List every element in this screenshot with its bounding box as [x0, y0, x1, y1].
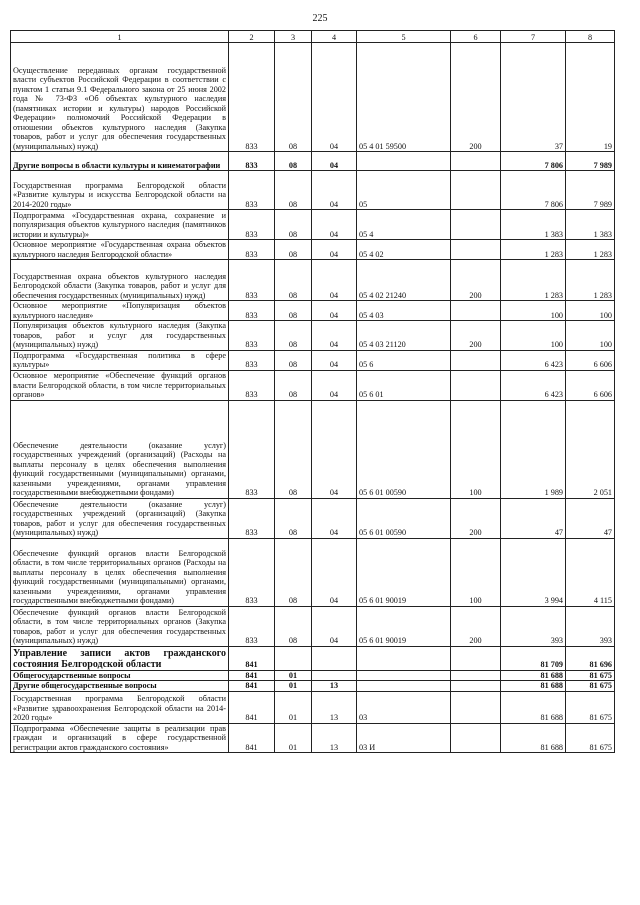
row-sum-2: 19 [566, 43, 615, 152]
table-row [11, 152, 615, 171]
row-name: Основное мероприятие «Государственная охрана объектов культурного наследия Белгородской области» [11, 240, 229, 260]
row-vedom: 841 [229, 681, 275, 692]
row-name: Государственная программа Белгородской области «Развитие культуры и искусства Белгородской области на 2014-2020 годы» [11, 171, 229, 210]
row-podrazdel: 04 [312, 400, 357, 498]
row-sum-1: 7 806 [501, 152, 566, 171]
row-name: Основное мероприятие «Популяризация объектов культурного наследия» [11, 301, 229, 321]
row-name: Управление записи актов гражданского состояния Белгородской области [11, 646, 229, 670]
row-podrazdel: 04 [312, 240, 357, 260]
row-sum-2: 1 283 [566, 240, 615, 260]
row-razdel: 08 [275, 606, 312, 646]
row-sum-1: 81 688 [501, 681, 566, 692]
table-row [11, 350, 615, 370]
table-row [11, 301, 615, 321]
row-vedom: 833 [229, 210, 275, 240]
row-vr [451, 152, 501, 171]
row-name: Подпрограмма «Обеспечение защиты в реализации прав граждан и организаций в сфере государственной регистрации актов гражданского состояния» [11, 723, 229, 753]
col-header-sum1: 7 [501, 31, 566, 43]
row-vr [451, 350, 501, 370]
table-row [11, 171, 615, 210]
row-vedom: 833 [229, 400, 275, 498]
row-podrazdel [312, 646, 357, 670]
row-vr: 200 [451, 606, 501, 646]
row-csr: 05 6 [357, 350, 451, 370]
row-podrazdel: 13 [312, 681, 357, 692]
row-csr: 05 6 01 90019 [357, 606, 451, 646]
row-sum-2: 100 [566, 301, 615, 321]
row-podrazdel: 04 [312, 43, 357, 152]
row-vr: 100 [451, 400, 501, 498]
row-vr [451, 210, 501, 240]
row-vedom: 833 [229, 370, 275, 400]
row-sum-2: 7 989 [566, 152, 615, 171]
row-razdel: 08 [275, 171, 312, 210]
row-sum-1: 100 [501, 321, 566, 351]
row-vr [451, 646, 501, 670]
row-podrazdel: 04 [312, 370, 357, 400]
row-vedom: 833 [229, 301, 275, 321]
row-csr: 05 6 01 [357, 370, 451, 400]
table-row [11, 240, 615, 260]
col-header-vr: 6 [451, 31, 501, 43]
row-vr: 200 [451, 498, 501, 538]
row-podrazdel [312, 670, 357, 681]
table-row [11, 210, 615, 240]
row-vedom: 841 [229, 670, 275, 681]
col-header-sum2: 8 [566, 31, 615, 43]
row-sum-2: 47 [566, 498, 615, 538]
row-csr: 05 4 02 [357, 240, 451, 260]
row-razdel: 08 [275, 370, 312, 400]
row-name: Подпрограмма «Государственная политика в сфере культуры» [11, 350, 229, 370]
row-razdel: 08 [275, 498, 312, 538]
row-name: Государственная программа Белгородской области «Развитие здравоохранения Белгородской области на 2014-2020 годы» [11, 691, 229, 723]
table-row [11, 370, 615, 400]
table-row [11, 538, 615, 606]
row-name: Общегосударственные вопросы [11, 670, 229, 681]
row-podrazdel: 04 [312, 606, 357, 646]
row-sum-1: 393 [501, 606, 566, 646]
row-name: Популяризация объектов культурного наследия (Закупка товаров, работ и услуг для государственных (муниципальных) нужд) [11, 321, 229, 351]
row-sum-2: 6 606 [566, 350, 615, 370]
row-sum-1: 1 383 [501, 210, 566, 240]
row-podrazdel: 04 [312, 152, 357, 171]
row-vedom: 833 [229, 321, 275, 351]
row-vedom: 841 [229, 691, 275, 723]
row-razdel: 08 [275, 43, 312, 152]
row-vr [451, 171, 501, 210]
row-sum-1: 3 994 [501, 538, 566, 606]
header-row [11, 31, 615, 43]
row-podrazdel: 04 [312, 171, 357, 210]
table-row [11, 691, 615, 723]
row-sum-1: 6 423 [501, 350, 566, 370]
row-sum-2: 393 [566, 606, 615, 646]
row-podrazdel: 13 [312, 691, 357, 723]
table-row [11, 260, 615, 301]
row-sum-2: 81 675 [566, 723, 615, 753]
page-number: 225 [312, 13, 328, 24]
row-razdel: 01 [275, 681, 312, 692]
row-sum-2: 4 115 [566, 538, 615, 606]
table-row [11, 670, 615, 681]
row-sum-1: 100 [501, 301, 566, 321]
row-sum-1: 81 688 [501, 723, 566, 753]
row-sum-1: 81 688 [501, 670, 566, 681]
row-razdel: 01 [275, 691, 312, 723]
row-sum-2: 81 675 [566, 681, 615, 692]
row-sum-2: 6 606 [566, 370, 615, 400]
row-razdel: 08 [275, 350, 312, 370]
table-row [11, 681, 615, 692]
table-row [11, 43, 615, 152]
table-row [11, 498, 615, 538]
row-vr [451, 723, 501, 753]
row-razdel: 01 [275, 670, 312, 681]
row-podrazdel: 04 [312, 301, 357, 321]
row-razdel: 08 [275, 400, 312, 498]
row-razdel: 08 [275, 152, 312, 171]
row-csr [357, 670, 451, 681]
row-csr: 05 6 01 00590 [357, 498, 451, 538]
row-vr: 100 [451, 538, 501, 606]
row-razdel: 08 [275, 210, 312, 240]
row-csr: 05 [357, 171, 451, 210]
row-vedom: 841 [229, 646, 275, 670]
row-vr: 200 [451, 43, 501, 152]
row-podrazdel: 04 [312, 321, 357, 351]
row-vedom: 833 [229, 260, 275, 301]
row-vedom: 833 [229, 538, 275, 606]
row-sum-1: 47 [501, 498, 566, 538]
row-podrazdel: 04 [312, 260, 357, 301]
row-name: Государственная охрана объектов культурного наследия Белгородской области (Закупка товаров, работ и услуг для обеспечения государственных (муниципальных) нужд) [11, 260, 229, 301]
row-razdel: 08 [275, 240, 312, 260]
row-vedom: 833 [229, 240, 275, 260]
col-header-name: 1 [11, 31, 229, 43]
row-vr [451, 370, 501, 400]
row-sum-1: 81 688 [501, 691, 566, 723]
row-csr: 05 4 [357, 210, 451, 240]
row-sum-1: 37 [501, 43, 566, 152]
row-name: Другие общегосударственные вопросы [11, 681, 229, 692]
row-sum-2: 81 696 [566, 646, 615, 670]
row-podrazdel: 04 [312, 498, 357, 538]
row-csr: 05 4 01 59500 [357, 43, 451, 152]
row-razdel: 08 [275, 301, 312, 321]
col-header-csr: 5 [357, 31, 451, 43]
row-podrazdel: 04 [312, 538, 357, 606]
row-csr: 05 6 01 90019 [357, 538, 451, 606]
col-header-podrazdel: 4 [312, 31, 357, 43]
row-name: Обеспечение деятельности (оказание услуг) государственных учреждений (организаций) (Расходы на выплаты персоналу в целях обеспечения выполнения функций государственными (муниципальными) органами, казенными учреждениями, органами управления государственными внебюджетными фондами) [11, 400, 229, 498]
row-sum-1: 1 283 [501, 240, 566, 260]
row-csr: 03 [357, 691, 451, 723]
table-row [11, 321, 615, 351]
row-razdel: 08 [275, 538, 312, 606]
table-row [11, 646, 615, 670]
row-vr [451, 681, 501, 692]
row-sum-1: 6 423 [501, 370, 566, 400]
row-sum-2: 2 051 [566, 400, 615, 498]
row-vedom: 833 [229, 171, 275, 210]
row-name: Обеспечение деятельности (оказание услуг) государственных учреждений (организаций) (Закупка товаров, работ и услуг для обеспечения государственных (муниципальных) нужд) [11, 498, 229, 538]
row-razdel: 08 [275, 260, 312, 301]
table-row [11, 606, 615, 646]
row-csr: 05 4 03 21120 [357, 321, 451, 351]
row-vr [451, 301, 501, 321]
row-vr [451, 691, 501, 723]
col-header-vedom: 2 [229, 31, 275, 43]
row-csr: 05 4 02 21240 [357, 260, 451, 301]
row-vedom: 833 [229, 152, 275, 171]
col-header-razdel: 3 [275, 31, 312, 43]
row-name: Основное мероприятие «Обеспечение функций органов власти Белгородской области, в том числе территориальных органов» [11, 370, 229, 400]
row-name: Осуществление переданных органам государственной власти субъектов Российской Федерации в соответствии с пунктом 1 статьи 9.1 Федерального закона от 25 июня 2002 года № 73-ФЗ «Об объектах культурного наследия (памятниках истории и культуры) народов Российской Федерации» полномочий Российской Федерации в отношении объектов культурного наследия (Закупка товаров, работ и услуг для обеспечения государственных (муниципальных) нужд) [11, 43, 229, 152]
row-vedom: 841 [229, 723, 275, 753]
row-vedom: 833 [229, 43, 275, 152]
row-csr [357, 681, 451, 692]
row-name: Другие вопросы в области культуры и кинематографии [11, 152, 229, 171]
row-csr: 05 6 01 00590 [357, 400, 451, 498]
row-sum-2: 1 283 [566, 260, 615, 301]
row-razdel: 08 [275, 321, 312, 351]
row-sum-1: 1 989 [501, 400, 566, 498]
row-vr: 200 [451, 321, 501, 351]
row-csr [357, 152, 451, 171]
row-vedom: 833 [229, 606, 275, 646]
row-sum-2: 100 [566, 321, 615, 351]
row-razdel [275, 646, 312, 670]
row-vr [451, 670, 501, 681]
budget-table [10, 30, 615, 753]
row-name: Обеспечение функций органов власти Белгородской области, в том числе территориальных органов (Расходы на выплаты персоналу в целях обеспечения выполнения функций государственными (муниципальными) органами, казенными учреждениями, органами управления государственными внебюджетными фондами) [11, 538, 229, 606]
row-vr [451, 240, 501, 260]
row-csr: 03 И [357, 723, 451, 753]
row-sum-1: 81 709 [501, 646, 566, 670]
row-sum-2: 7 989 [566, 171, 615, 210]
row-name: Подпрограмма «Государственная охрана, сохранение и популяризация объектов культурного наследия (памятников истории и культуры)» [11, 210, 229, 240]
table-row [11, 400, 615, 498]
row-csr: 05 4 03 [357, 301, 451, 321]
row-vr: 200 [451, 260, 501, 301]
row-sum-2: 1 383 [566, 210, 615, 240]
row-sum-1: 7 806 [501, 171, 566, 210]
row-csr [357, 646, 451, 670]
row-vedom: 833 [229, 498, 275, 538]
row-podrazdel: 04 [312, 350, 357, 370]
row-name: Обеспечение функций органов власти Белгородской области, в том числе территориальных органов (Закупка товаров, работ и услуг для обеспечения государственных (муниципальных) нужд) [11, 606, 229, 646]
row-sum-2: 81 675 [566, 670, 615, 681]
table-row [11, 723, 615, 753]
row-podrazdel: 13 [312, 723, 357, 753]
row-razdel: 01 [275, 723, 312, 753]
row-podrazdel: 04 [312, 210, 357, 240]
row-sum-2: 81 675 [566, 691, 615, 723]
row-sum-1: 1 283 [501, 260, 566, 301]
row-vedom: 833 [229, 350, 275, 370]
